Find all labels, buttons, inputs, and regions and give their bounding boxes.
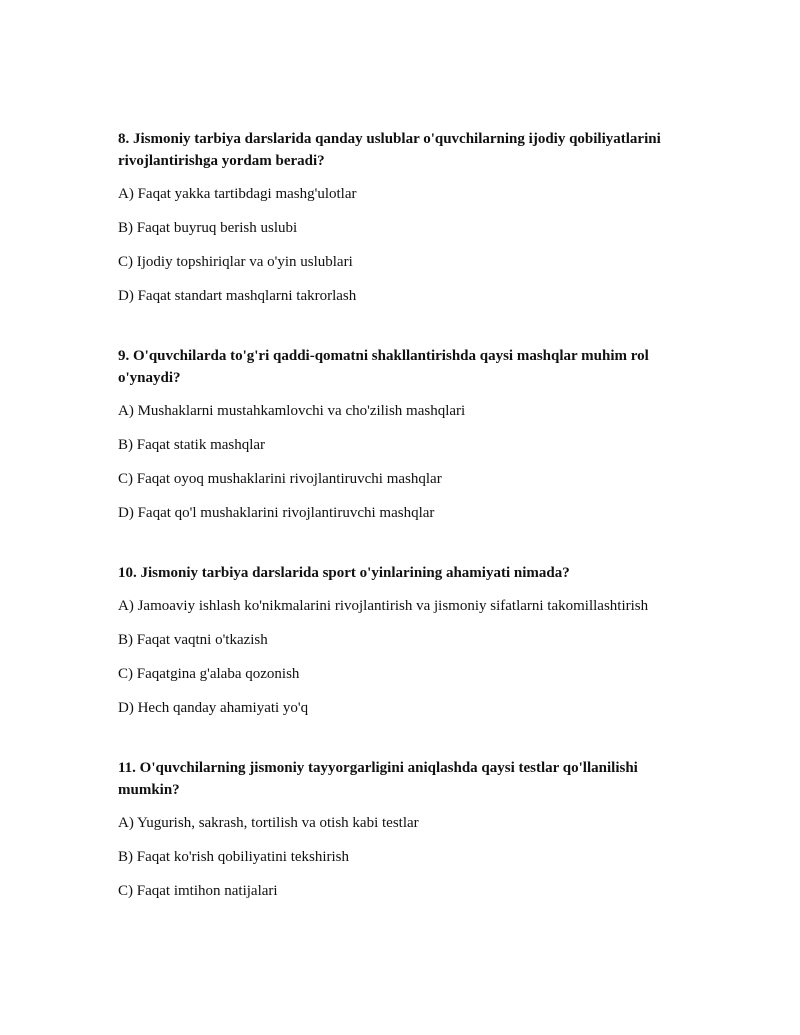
answer-option-d: D) Faqat standart mashqlarni takrorlash: [118, 288, 357, 304]
question-title: 10. Jismoniy tarbiya darslarida sport o'yinlarining ahamiyati nimada?: [118, 565, 570, 581]
answer-option-c: C) Faqatgina g'alaba qozonish: [118, 666, 300, 682]
question-title: 11. O'quvchilarning jismoniy tayyorgarligini aniqlashda qaysi testlar qo'llanilishi mumkin?: [118, 760, 638, 798]
question-8: [118, 128, 688, 306]
answer-option-d: D) Faqat qo'l mushaklarini rivojlantiruvchi mashqlar: [118, 505, 435, 521]
answer-option-b: B) Faqat buyruq berish uslubi: [118, 220, 298, 236]
document-page: [118, 128, 688, 915]
question-9: [118, 345, 688, 523]
answer-option-a: A) Faqat yakka tartibdagi mashg'ulotlar: [118, 186, 357, 202]
answer-option-a: A) Mushaklarni mustahkamlovchi va cho'zilish mashqlari: [118, 403, 466, 419]
answer-option-c: C) Faqat oyoq mushaklarini rivojlantiruvchi mashqlar: [118, 471, 442, 487]
answer-option-d: D) Hech qanday ahamiyati yo'q: [118, 700, 309, 716]
answer-option-b: B) Faqat ko'rish qobiliyatini tekshirish: [118, 849, 350, 865]
question-title: 8. Jismoniy tarbiya darslarida qanday uslublar o'quvchilarning ijodiy qobiliyatlarini rivojlantirishga yordam beradi?: [118, 131, 661, 169]
question-10: [118, 562, 688, 718]
answer-option-b: B) Faqat vaqtni o'tkazish: [118, 632, 268, 648]
answer-option-c: C) Faqat imtihon natijalari: [118, 883, 278, 899]
answer-option-a: A) Jamoaviy ishlash ko'nikmalarini rivojlantirish va jismoniy sifatlarni takomillashtirish: [118, 598, 649, 614]
question-title: 9. O'quvchilarda to'g'ri qaddi-qomatni shakllantirishda qaysi mashqlar muhim rol o'ynaydi?: [118, 348, 649, 386]
answer-option-b: B) Faqat statik mashqlar: [118, 437, 266, 453]
question-11: [118, 757, 688, 901]
answer-option-a: A) Yugurish, sakrash, tortilish va otish kabi testlar: [118, 815, 419, 831]
answer-option-c: C) Ijodiy topshiriqlar va o'yin uslublari: [118, 254, 353, 270]
